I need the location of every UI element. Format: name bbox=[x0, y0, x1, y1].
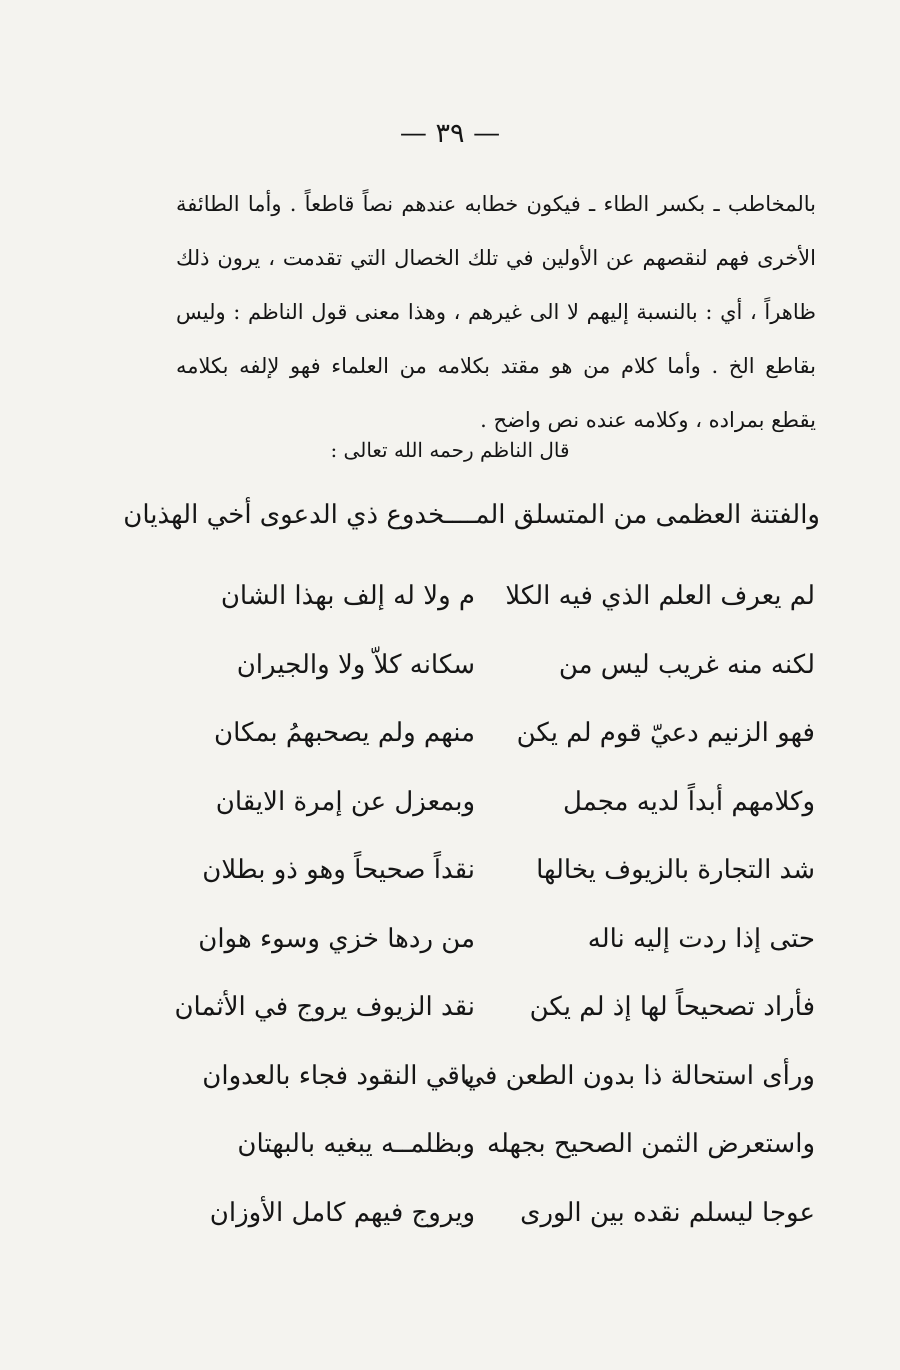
prose-line: ظاهراً ، أي : بالنسبة إليهم لا الى غيرهم ، وهذا معنى قول الناظم : وليس bbox=[176, 300, 816, 324]
verse-second-hemistich: منهم ولم يصحبهمُ بمكان bbox=[214, 718, 475, 748]
verse-first-hemistich: فهو الزنيم دعيّ قوم لم يكن bbox=[516, 718, 815, 748]
verse-second-hemistich: باقي النقود فجاء بالعدوان bbox=[202, 1060, 475, 1091]
verse-first-hemistich: وكلامهم أبداً لديه مجمل bbox=[563, 786, 815, 817]
verse-line bbox=[0, 637, 900, 706]
verse-first-hemistich: فأراد تصحيحاً لها إذ لم يكن bbox=[529, 992, 815, 1022]
verse-line bbox=[0, 1185, 900, 1254]
verse-line bbox=[0, 705, 900, 774]
verse-first-hemistich: لكنه منه غريب ليس من bbox=[558, 649, 815, 680]
prose-line: بقاطع الخ . وأما كلام من هو مقتد بكلامه من العلماء فهو لإلفه بكلامه bbox=[176, 354, 816, 378]
verse-line bbox=[0, 568, 900, 637]
page-number: — ٣٩ — bbox=[399, 118, 501, 149]
opening-verse: والفتنة العظمى من المتسلق المــــخدوع ذي الدعوى أخي الهذيان bbox=[123, 500, 820, 530]
verse-line bbox=[0, 1116, 900, 1185]
verse-first-hemistich: واستعرض الثمن الصحيح بجهله bbox=[487, 1129, 815, 1159]
verse-line bbox=[0, 774, 900, 843]
verse-first-hemistich: شد التجارة بالزيوف يخالها bbox=[536, 855, 815, 885]
poet-attribution: قال الناظم رحمه الله تعالى : bbox=[330, 438, 570, 462]
verse-line bbox=[0, 979, 900, 1048]
verse-second-hemistich: نقداً صحيحاً وهو ذو بطلان bbox=[202, 855, 475, 885]
verse-line bbox=[0, 1048, 900, 1117]
verse-second-hemistich: ويروج فيهم كامل الأوزان bbox=[209, 1197, 475, 1228]
verse-first-hemistich: ورأى استحالة ذا بدون الطعن في bbox=[463, 1060, 815, 1091]
commentary-paragraph bbox=[176, 182, 816, 452]
verse-second-hemistich: وبظلمــه يبغيه بالبهتان bbox=[237, 1129, 475, 1159]
verse-first-hemistich: عوجا ليسلم نقده بين الورى bbox=[520, 1197, 815, 1228]
verse-second-hemistich: م ولا له إلف بهذا الشان bbox=[220, 581, 475, 611]
poem-verses bbox=[0, 568, 900, 1253]
prose-line: يقطع بمراده ، وكلامه عنده نص واضح . bbox=[480, 408, 816, 432]
verse-first-hemistich: حتى إذا ردت إليه ناله bbox=[587, 923, 815, 954]
prose-line: الأخرى فهم لنقصهم عن الأولين في تلك الخصال التي تقدمت ، يرون ذلك bbox=[176, 246, 816, 270]
verse-second-hemistich: نقد الزيوف يروج في الأثمان bbox=[174, 992, 475, 1022]
verse-second-hemistich: سكانه كلاّ ولا والجيران bbox=[236, 649, 475, 680]
verse-first-hemistich: لم يعرف العلم الذي فيه الكلا bbox=[505, 581, 815, 611]
verse-line bbox=[0, 911, 900, 980]
verse-second-hemistich: وبمعزل عن إمرة الايقان bbox=[215, 786, 475, 817]
verse-second-hemistich: من ردها خزي وسوء هوان bbox=[198, 923, 475, 954]
verse-line bbox=[0, 842, 900, 911]
prose-line: بالمخاطب ـ بكسر الطاء ـ فيكون خطابه عندهم نصاً قاطعاً . وأما الطائفة bbox=[176, 192, 816, 216]
